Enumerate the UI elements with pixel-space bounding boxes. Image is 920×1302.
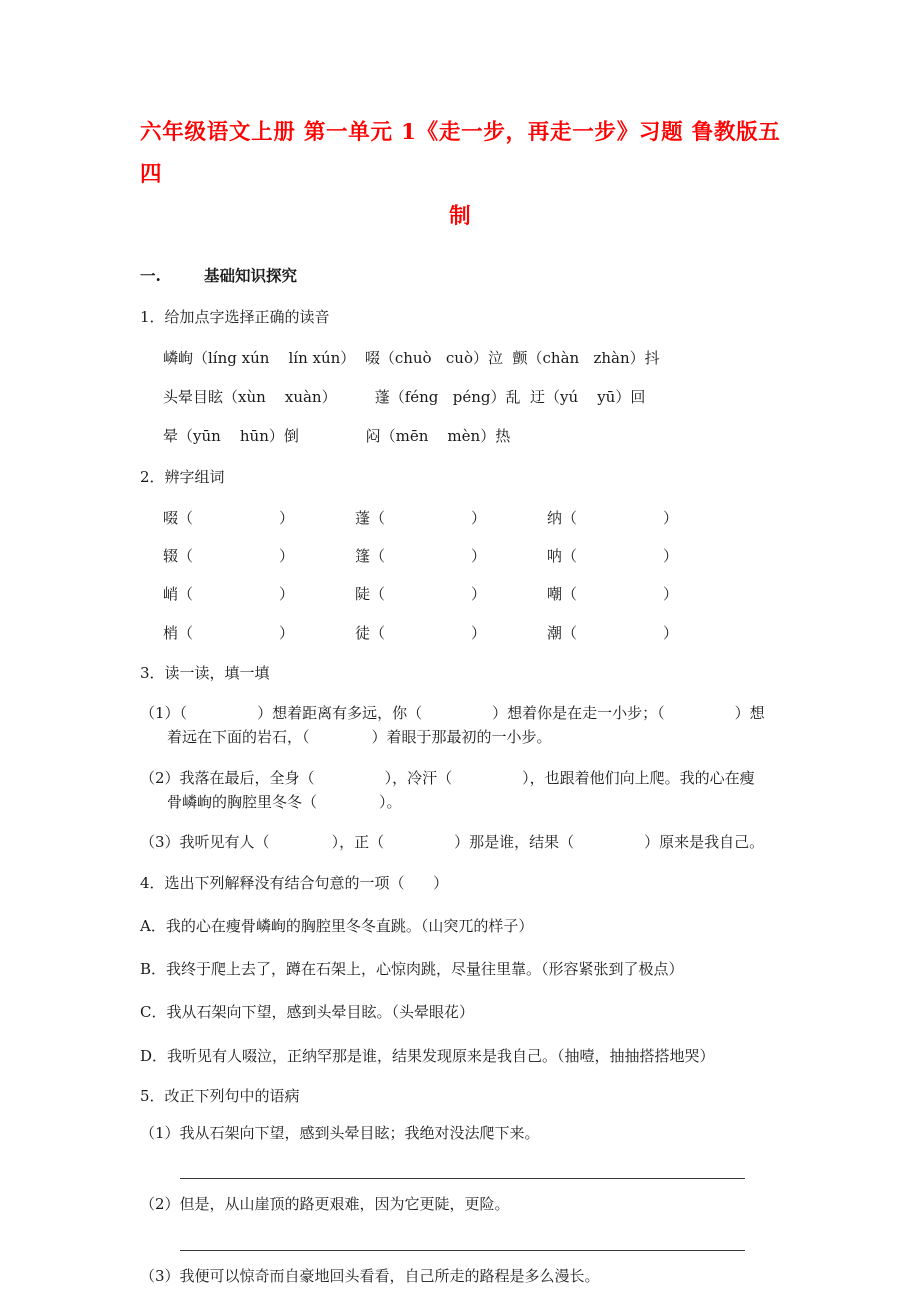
word-grid-char: 峭（: [163, 585, 194, 604]
word-grid-cell: [547, 622, 739, 645]
page-title-tail: 制: [449, 203, 471, 229]
fill-text: ）着眼于那最初的一小步。: [371, 728, 552, 747]
word-grid-char: 纳（: [547, 508, 578, 527]
question-3-item-3: [140, 814, 780, 854]
question-5-number: 5．: [140, 1086, 165, 1105]
choice-letter: D．: [140, 1046, 168, 1065]
question-4-number: 4．: [140, 873, 165, 892]
word-grid-cell: [163, 507, 355, 530]
word-grid-char: 呐（: [547, 547, 578, 566]
word-grid-cell: [163, 622, 355, 645]
question-1-prompt: [140, 289, 780, 329]
fill-text: ），冷汗（: [384, 768, 453, 787]
question-4-choice-d[interactable]: [140, 1025, 780, 1068]
word-close-paren: ）: [279, 623, 295, 642]
item-label: （2）: [140, 768, 180, 787]
question-2-number: 2．: [140, 467, 165, 486]
item-label: （1）: [140, 704, 180, 723]
choice-letter: B．: [140, 960, 167, 979]
item-label: （3）: [140, 1266, 180, 1285]
fill-text: （: [179, 704, 188, 723]
word-grid-char: 辍（: [163, 547, 194, 566]
fill-text: 骨嶙峋的胸腔里冬冬（: [167, 792, 318, 811]
choice-letter: C．: [140, 1003, 167, 1022]
question-2-prompt: [140, 449, 780, 489]
word-grid-char: 潮（: [547, 623, 578, 642]
fill-continuation: [140, 725, 780, 749]
question-3-item-2: [140, 750, 780, 815]
word-grid-char: 梢（: [163, 623, 194, 642]
page-title-main: 六年级语文上册 第一单元 1《走一步，再走一步》习题 鲁教版五四: [140, 120, 780, 187]
fill-text: ）想: [734, 704, 765, 723]
fill-text: 着远在下面的岩石，（: [167, 728, 310, 747]
word-grid-cell: [355, 545, 547, 568]
fill-text: ）想着你是在走一小步；（: [492, 704, 665, 723]
word-close-paren: ）: [663, 508, 679, 527]
word-grid-char: 嘲（: [547, 585, 578, 604]
fill-text: ）原来是我自己。: [644, 833, 765, 852]
fill-text: ），也跟着他们向上爬。我的心在瘦: [522, 768, 755, 787]
choice-text: 我的心在瘦骨嶙峋的胸腔里冬冬直跳。（山突兀的样子）: [165, 916, 534, 935]
word-close-paren: ）: [279, 508, 295, 527]
word-grid-cell: [547, 507, 739, 530]
word-close-paren: ）: [471, 508, 487, 527]
item-label: （1）: [140, 1124, 180, 1143]
question-5-item-3: [140, 1251, 780, 1288]
choice-text: 我听见有人啜泣，正纳罕那是谁，结果发现原来是我自己。（抽噎，抽抽搭搭地哭）: [167, 1046, 715, 1065]
pinyin-row: 头晕目眩（xùn xuàn） 蓬（féng péng）乱 迂（yú yū）回: [163, 388, 646, 407]
word-close-paren: ）: [663, 547, 679, 566]
item-label: （3）: [140, 833, 180, 852]
word-grid-cell: [163, 545, 355, 568]
pinyin-row: 晕（yūn hūn）倒 闷（mēn mèn）热: [163, 427, 511, 446]
question-4-choice-c[interactable]: [140, 981, 780, 1024]
section-label: 基础知识探究: [204, 265, 298, 285]
question-3-number: 3．: [140, 663, 165, 682]
question-5-prompt: [140, 1068, 780, 1108]
word-grid-row: [163, 530, 780, 568]
word-grid-char: 蓬（: [355, 508, 386, 527]
word-close-paren: ）: [471, 547, 487, 566]
question-4-text: 选出下列解释没有结合句意的一项（ ）: [164, 873, 449, 892]
word-close-paren: ）: [471, 623, 487, 642]
page-title: [140, 0, 780, 238]
word-grid-char: 篷（: [355, 547, 386, 566]
word-grid-char: 徒（: [355, 623, 386, 642]
question-1-number: 1．: [140, 307, 165, 326]
choice-text: 我终于爬上去了，蹲在石架上，心惊肉跳，尽量往里靠。（形容紧张到了极点）: [166, 960, 684, 979]
item-label: （2）: [140, 1195, 180, 1214]
item-text: 我从石架向下望，感到头晕目眩；我绝对没法爬下来。: [179, 1124, 540, 1143]
section-number: 一.: [140, 265, 161, 285]
question-4-choice-b[interactable]: [140, 938, 780, 981]
word-grid-cell: [547, 545, 739, 568]
word-grid-cell: [355, 622, 547, 645]
fill-text: ）想着距离有多远，你（: [257, 704, 423, 723]
word-grid-cell: [355, 583, 547, 606]
question-4-choice-a[interactable]: [140, 895, 780, 938]
question-4-prompt: [140, 855, 780, 895]
choice-text: 我从石架向下望，感到头晕目眩。（头晕眼花）: [166, 1003, 474, 1022]
word-grid-cell: [163, 583, 355, 606]
item-text: 我便可以惊奇而自豪地回头看看，自己所走的路程是多么漫长。: [179, 1266, 600, 1285]
fill-text: ），正（: [331, 833, 385, 852]
fill-continuation: [140, 790, 780, 814]
word-grid-char: 陡（: [355, 585, 386, 604]
fill-text: 我落在最后，全身（: [179, 768, 315, 787]
word-grid-char: 啜（: [163, 508, 194, 527]
question-5-item-2: [140, 1179, 780, 1216]
fill-text: ）那是谁，结果（: [454, 833, 575, 852]
question-3-prompt: [140, 645, 780, 685]
fill-text: ）。: [379, 792, 402, 811]
choice-letter: A．: [140, 916, 166, 935]
fill-text: 我听见有人（: [179, 833, 270, 852]
word-grid-row: [163, 504, 780, 530]
word-close-paren: ）: [663, 585, 679, 604]
word-grid-cell: [355, 507, 547, 530]
word-close-paren: ）: [279, 585, 295, 604]
question-1-text: 给加点字选择正确的读音: [164, 307, 330, 326]
question-3-item-1: [140, 685, 780, 750]
question-2-text: 辨字组词: [164, 467, 225, 486]
word-close-paren: ）: [663, 623, 679, 642]
character-word-grid: [140, 489, 780, 645]
pinyin-row: 嶙峋（líng xún lín xún） 啜（chuò cuò）泣 颤（chàn zhàn）抖: [163, 348, 660, 367]
question-5-text: 改正下列句中的语病: [164, 1086, 300, 1105]
question-3-text: 读一读，填一填: [164, 663, 270, 682]
word-grid-row: [163, 607, 780, 645]
item-text: 但是，从山崖顶的路更艰难，因为它更陡，更险。: [179, 1195, 510, 1214]
section-heading: [140, 238, 780, 289]
word-close-paren: ）: [471, 585, 487, 604]
question-5-item-1: [140, 1108, 780, 1145]
word-close-paren: ）: [279, 547, 295, 566]
word-grid-cell: [547, 583, 739, 606]
word-grid-row: [163, 568, 780, 606]
